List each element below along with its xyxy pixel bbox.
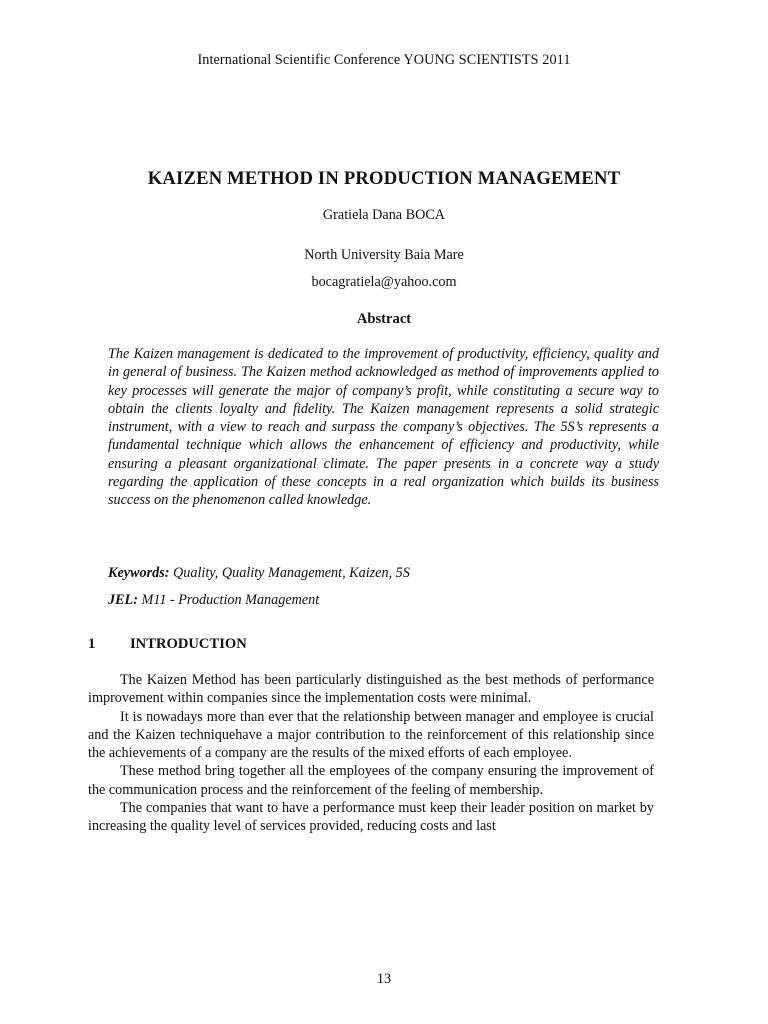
body-paragraph: The companies that want to have a performance must keep their leader position on market by increasing the quality level of services provided, reducing costs and last [88,800,654,835]
section-title: INTRODUCTION [130,636,247,652]
body-paragraph: The Kaizen Method has been particularly distinguished as the best methods of performance improvement within companies since the implementation costs were minimal. [88,672,654,707]
keywords-line [108,565,659,582]
author-name: Gratiela Dana BOCA [322,207,446,223]
keywords-label: Keywords: [108,565,170,581]
author-email: bocagratiela@yahoo.com [311,274,457,290]
jel-line [108,592,659,609]
body-paragraph: These method bring together all the employees of the company ensuring the improvement of the communication process and the reinforcement of the feeling of membership. [88,763,654,798]
section-heading [88,636,247,653]
keywords-value: Quality, Quality Management, Kaizen, 5S [169,565,410,581]
abstract-heading: Abstract [356,311,412,327]
jel-label: JEL: [108,592,138,608]
section-number: 1 [88,636,96,652]
conference-header: International Scientific Conference YOUNG SCIENTISTS 2011 [197,52,571,68]
body-paragraph: It is nowadays more than ever that the relationship between manager and employee is crucial and the Kaizen techniquehave a major contribution to the reinforcement of this relationship since the achievements of a company are the results of the mixed efforts of each employee. [88,708,654,762]
abstract-text: The Kaizen management is dedicated to the improvement of productivity, efficiency, quality and in general of business. The Kaizen method acknowledged as method of improvements applied to key processes will generate the major of company’s profit, while constituting a secure way to obtain the clients loyalty and fidelity. The Kaizen management represents a solid strategic instrument, with a view to reach and surpass the company’s objectives. The 5S’s represents a fundamental technique which allows the enhancement of efficiency and productivity, while ensuring a pleasant organizational climate. The paper presents in a concrete way a study regarding the application of these concepts in a real organization which builds its business success on the phenomenon called knowledge. [108,346,659,509]
author-affiliation: North University Baia Mare [304,247,464,263]
paper-title: KAIZEN METHOD IN PRODUCTION MANAGEMENT [147,168,621,189]
jel-value: M11 - Production Management [137,592,320,608]
section-body [88,671,654,836]
page-number: 13 [376,971,392,987]
